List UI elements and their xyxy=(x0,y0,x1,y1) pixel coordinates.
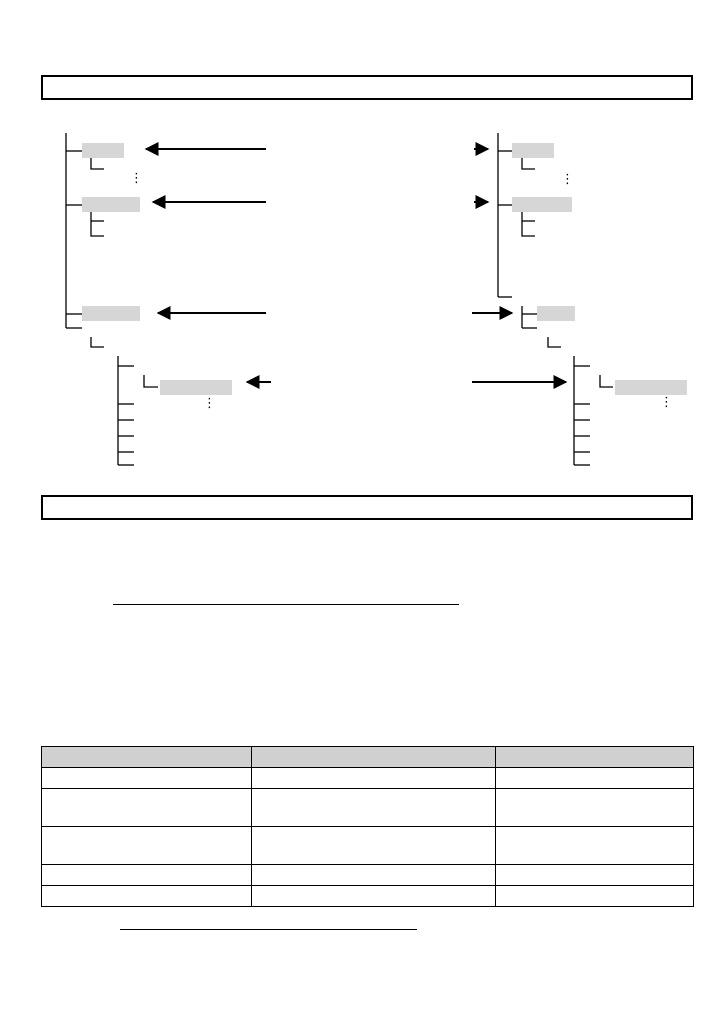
table-cell xyxy=(496,789,694,827)
right-tree xyxy=(498,133,687,465)
table-cell xyxy=(42,886,252,907)
table-row xyxy=(42,827,694,865)
right-node-2 xyxy=(512,197,572,212)
table-cell xyxy=(496,886,694,907)
right-ellipsis-1: ⋮ xyxy=(561,172,574,187)
table-cell xyxy=(42,827,252,865)
table-row xyxy=(42,789,694,827)
table-row xyxy=(42,886,694,907)
left-node-3 xyxy=(82,306,140,321)
left-ellipsis-2: ⋮ xyxy=(203,396,216,411)
table-cell xyxy=(42,768,252,789)
right-subbranch-1 xyxy=(522,158,535,169)
table-cell xyxy=(496,865,694,886)
right-nested-node xyxy=(615,380,687,395)
data-table xyxy=(41,746,694,907)
blank-underline-2 xyxy=(120,929,417,930)
table-cell xyxy=(252,768,496,789)
table-header-cell xyxy=(252,747,496,768)
left-tree xyxy=(66,133,232,465)
table-cell xyxy=(42,789,252,827)
left-subbranch-2a xyxy=(91,212,104,236)
right-ellipsis-2: ⋮ xyxy=(660,395,673,410)
left-subbranch-3 xyxy=(91,337,104,347)
table-header-cell xyxy=(42,747,252,768)
blank-underline-1 xyxy=(113,604,459,605)
table-cell xyxy=(252,865,496,886)
table-cell xyxy=(252,827,496,865)
left-node-1 xyxy=(82,143,124,158)
left-nested-node xyxy=(160,380,232,395)
left-subbranch-1 xyxy=(91,158,104,169)
table-header-cell xyxy=(496,747,694,768)
left-arrows xyxy=(146,149,271,382)
section-header-2 xyxy=(41,495,693,520)
right-subtree-nested-branch xyxy=(600,375,613,387)
table-header-row xyxy=(42,747,694,768)
table-cell xyxy=(252,886,496,907)
left-subtree-nested-branch xyxy=(144,375,158,387)
right-node-1 xyxy=(512,143,554,158)
table-cell xyxy=(252,789,496,827)
table-cell xyxy=(496,827,694,865)
left-ellipsis-1: ⋮ xyxy=(130,171,143,186)
table-cell xyxy=(42,865,252,886)
table-cell xyxy=(496,768,694,789)
table-row xyxy=(42,768,694,789)
left-node-2 xyxy=(82,197,140,212)
right-subbranch-2a xyxy=(522,212,535,236)
right-node-3 xyxy=(537,306,575,321)
table-row xyxy=(42,865,694,886)
right-subbranch-3 xyxy=(548,337,561,347)
